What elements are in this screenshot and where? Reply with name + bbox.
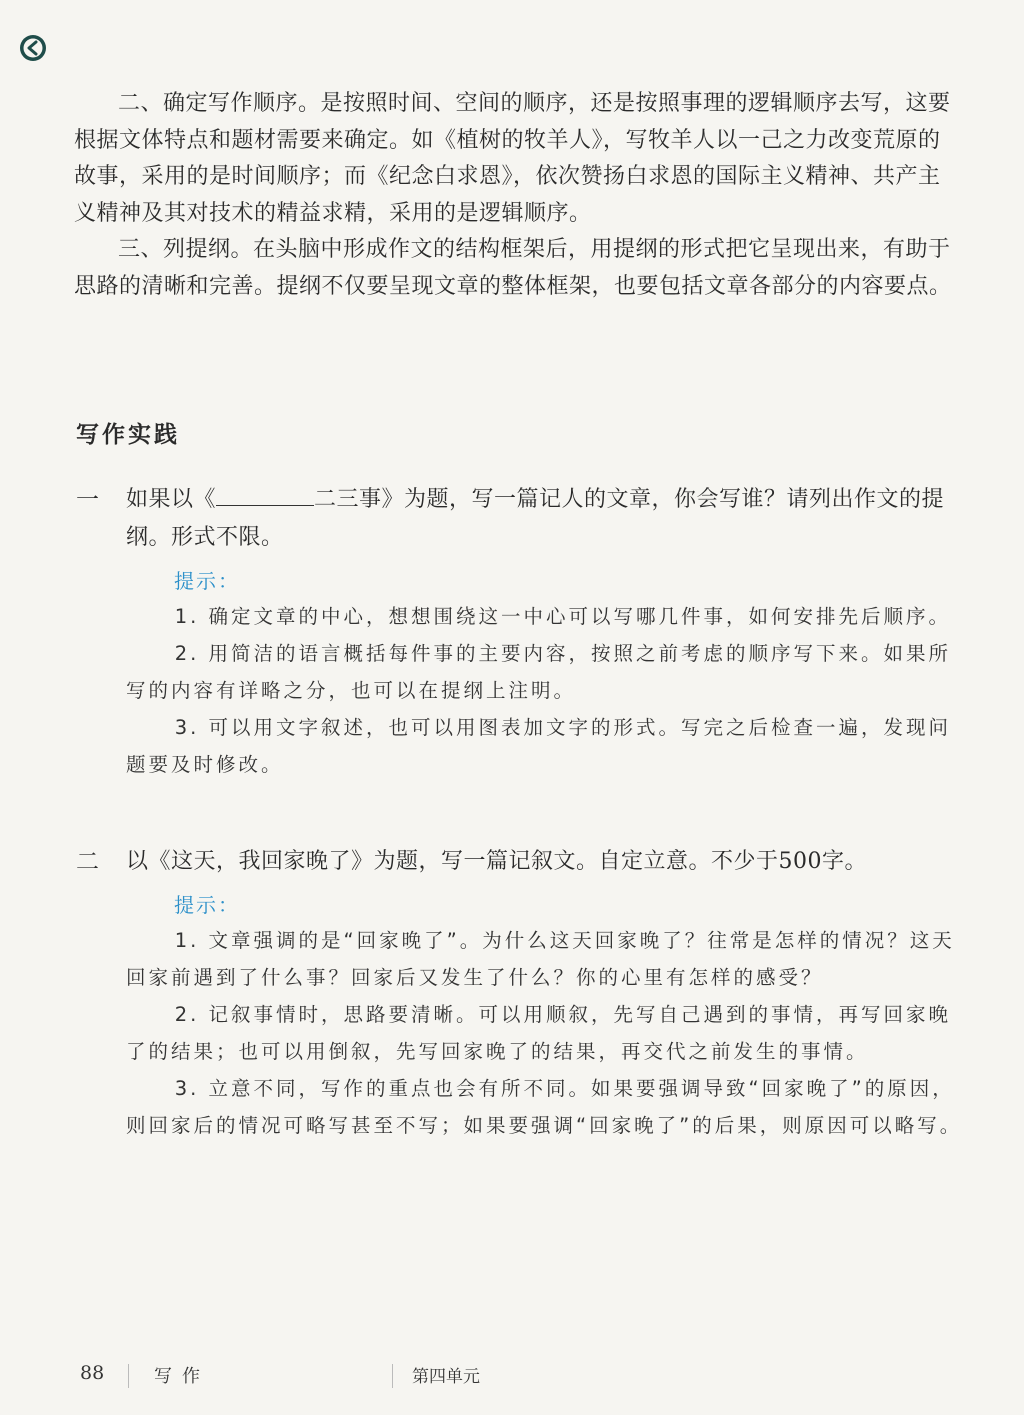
page-corner-icon (18, 33, 48, 63)
hint-item: 2. 用简洁的语言概括每件事的主要内容，按照之前考虑的顺序写下来。如果所写的内容有详略之分，也可以在提纲上注明。 (126, 642, 952, 702)
task-text: 以《这天，我回家晚了》为题，写一篇记叙文。自定立意。不少于500字。 (126, 849, 867, 874)
footer-divider (392, 1364, 393, 1388)
hint-item: 1. 文章强调的是“回家晚了”。为什么这天回家晚了？往常是怎样的情况？这天回家前遇到了什么事？回家后又发生了什么？你的心里有怎样的感受？ (126, 929, 955, 989)
hint-label: 提示： (174, 893, 240, 917)
task-number: 二 (76, 849, 99, 875)
fill-in-blank (216, 483, 314, 506)
hint-item: 1. 确定文章的中心，想想围绕这一中心可以写哪几件事，如何安排先后顺序。 (174, 605, 952, 628)
hint-label: 提示： (174, 569, 240, 593)
task-number: 一 (76, 487, 99, 513)
task-2 (74, 843, 964, 1144)
paragraph-order: 二、确定写作顺序。是按照时间、空间的顺序，还是按照事理的逻辑顺序去写，这要根据文体特点和题材需要来确定。如《植树的牧羊人》，写牧羊人以一己之力改变荒原的故事，采用的是时间顺序；而《纪念白求恩》，依次赞扬白求恩的国际主义精神、共产主义精神及其对技术的精益求精，采用的是逻辑顺序。 (74, 91, 951, 226)
task-text: 如果以《 二三事》为题，写一篇记人的文章，你会写谁？请列出作文的提纲。形式不限。 (126, 481, 964, 557)
hint-block (126, 565, 964, 783)
page-footer (0, 1362, 1024, 1392)
hint-item: 3. 立意不同，写作的重点也会有所不同。如果要强调导致“回家晚了”的原因，则回家后的情况可略写甚至不写；如果要强调“回家晚了”的后果，则原因可以略写。 (126, 1077, 963, 1137)
footer-section-title: 写作 (154, 1366, 210, 1387)
intro-text (74, 86, 960, 305)
footer-divider (128, 1364, 129, 1388)
section-heading: 写作实践 (76, 421, 180, 448)
hint-item: 2. 记叙事情时，思路要清晰。可以用顺叙，先写自己遇到的事情，再写回家晚了的结果；也可以用倒叙，先写回家晚了的结果，再交代之前发生的事情。 (126, 1003, 952, 1063)
hint-item: 3. 可以用文字叙述，也可以用图表加文字的形式。写完之后检查一遍，发现问题要及时修改。 (126, 716, 952, 776)
task-1 (74, 481, 964, 783)
paragraph-outline: 三、列提纲。在头脑中形成作文的结构框架后，用提纲的形式把它呈现出来，有助于思路的清晰和完善。提纲不仅要呈现文章的整体框架，也要包括文章各部分的内容要点。 (74, 237, 952, 299)
footer-unit-title: 第四单元 (412, 1367, 480, 1387)
page-number: 88 (80, 1362, 105, 1384)
hint-block (126, 889, 964, 1144)
